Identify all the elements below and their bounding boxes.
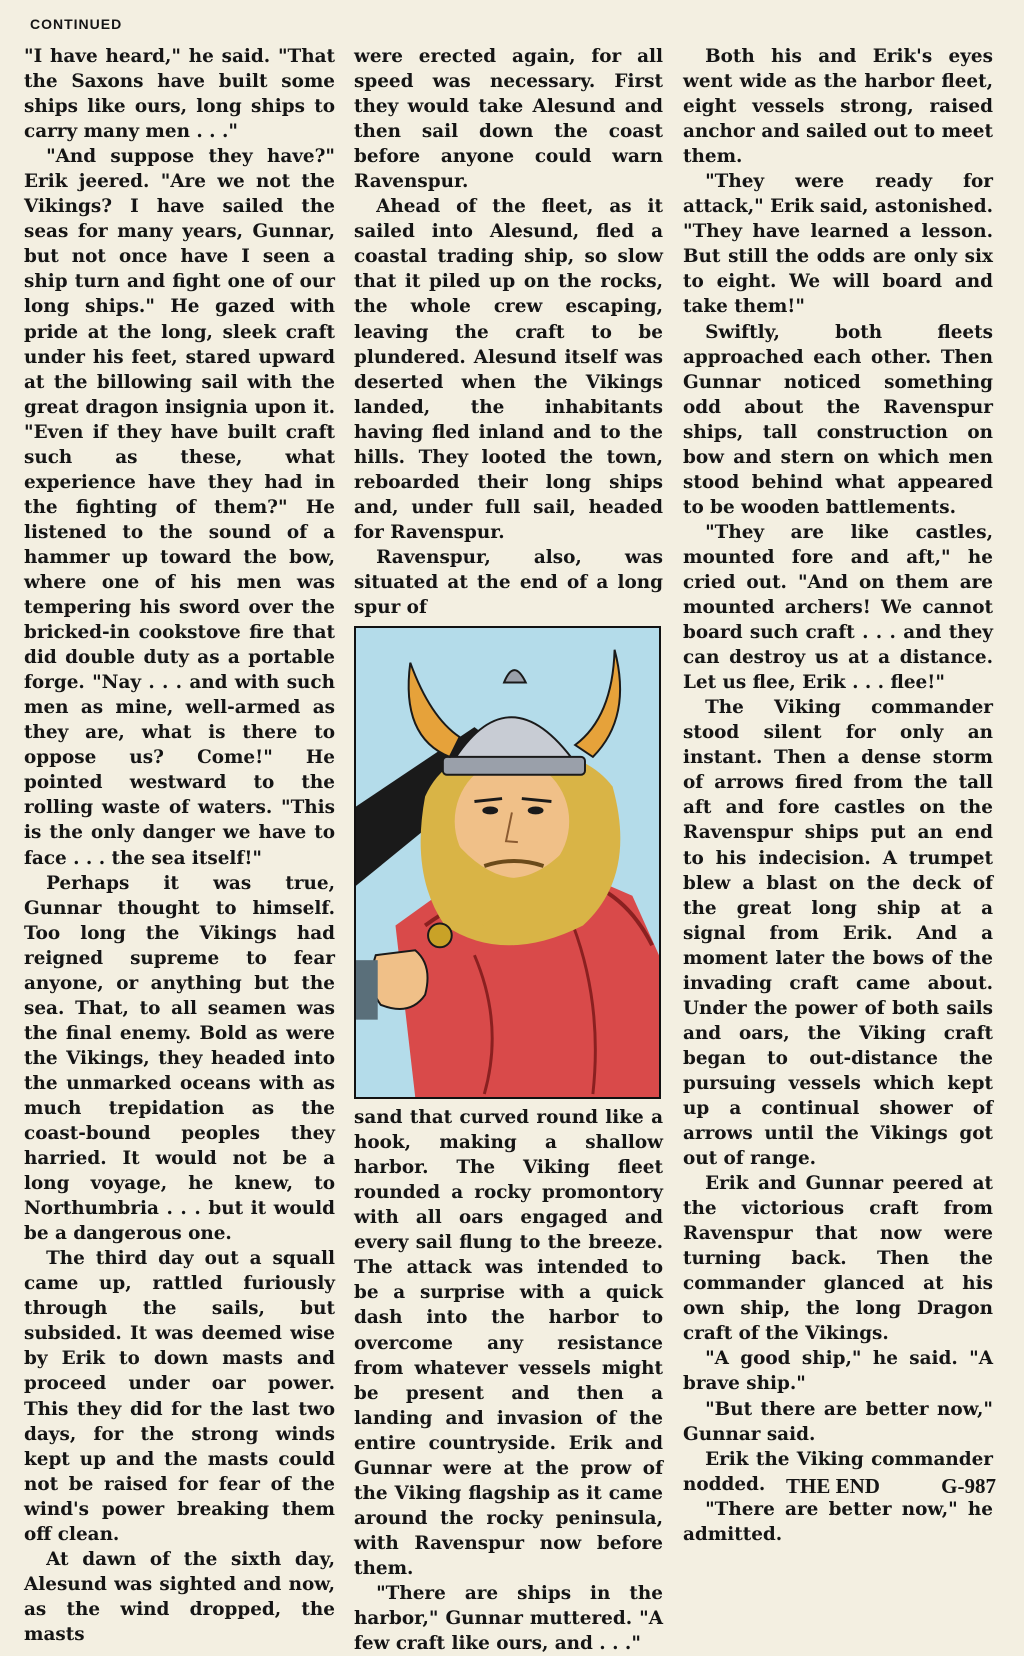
text-column-2 <box>354 44 663 1656</box>
paragraph: Erik the Viking commander nodded. <box>683 1448 993 1495</box>
text-column-3 <box>683 44 993 1547</box>
viking-illustration <box>354 626 661 1099</box>
paragraph: sand that curved round like a hook, making a shallow harbor. The Viking fleet rounded a rocky promontory with all oars engaged and every sail flung to the breeze. The attack was intended to be a surprise with a quick dash into the harbor to overcome any resistance from whatever vessels might be present and then a landing and invasion of the entire countryside. Erik and Gunnar were at the prow of the Viking flagship as it came around the rocky peninsula, with Ravenspur now before them. <box>354 1107 663 1579</box>
paragraph: Ravenspur, also, was situated at the end of a long spur of <box>354 546 663 619</box>
paragraph: Ahead of the fleet, as it sailed into Alesund, fled a coastal trading ship, so slow that it piled up on the rocks, the whole crew escaping, leaving the craft to be plundered. Alesund itself was deserted when the Vikings landed, the inhabitants having fled inland and to the hills. They looted the town, reboarded their long ships and, under full sail, headed for Ravenspur. <box>354 196 663 543</box>
text-column-1 <box>24 44 335 1647</box>
paragraph: At dawn of the sixth day, Alesund was sighted and now, as the wind dropped, the masts <box>24 1548 335 1645</box>
paragraph: Erik and Gunnar peered at the victorious craft from Ravenspur that now were turning back. Then the commander glanced at his own ship, the long Dragon craft of the Vikings. <box>683 1173 993 1345</box>
paragraph: were erected again, for all speed was necessary. First they would take Alesund and then sail down the coast before anyone could warn Ravenspur. <box>354 46 663 193</box>
page-footer <box>786 1474 996 1499</box>
paragraph: Both his and Erik's eyes went wide as the harbor fleet, eight vessels strong, raised anchor and sailed out to meet them. <box>683 46 993 168</box>
paragraph: The Viking commander stood silent for only an instant. Then a dense storm of arrows fired from the tall aft and fore castles on the Ravenspur ships put an end to his indecision. A trumpet blew a blast on the deck of the great long ship at a signal from Erik. And a moment later the bows of the invading craft came about. Under the power of both sails and oars, the Viking craft began to out-distance the pursuing vessels which kept up a continual shower of arrows until the Vikings got out of range. <box>683 697 993 1170</box>
paragraph: "There are better now," he admitted. <box>683 1498 993 1545</box>
paragraph: "But there are better now," Gunnar said. <box>683 1398 993 1445</box>
viking-portrait-icon <box>356 628 659 1097</box>
continued-label: CONTINUED <box>30 16 123 32</box>
paragraph: "They are like castles, mounted fore and aft," he cried out. "And on them are mounted archers! We cannot board such craft . . . and they can destroy us at a distance. Let us flee, Erik . . . flee!" <box>683 521 993 694</box>
page-code: G-987 <box>941 1474 996 1498</box>
paragraph: "I have heard," he said. "That the Saxons have built some ships like ours, long ships to carry many men . . ." <box>24 46 335 143</box>
paragraph: "And suppose they have?" Erik jeered. "Are we not the Vikings? I have sailed the seas for many years, Gunnar, but not once have I seen a ship turn and fight one of our long ships." He gazed with pride at the long, sleek craft under his feet, stared upward at the billowing sail with the great dragon insignia upon it. "Even if they have built craft such as these, what experience have they had in the fighting of them?" He listened to the sound of a hammer up toward the bow, where one of his men was tempering his sword over the bricked-in cookstove fire that did double duty as a portable forge. "Nay . . . and with such men as mine, well-armed as they are, what is there to oppose us? Come!" He pointed westward to the rolling waste of waters. "This is the only danger we have to face . . . the sea itself!" <box>24 146 335 869</box>
paragraph: "A good ship," he said. "A brave ship." <box>683 1348 993 1395</box>
paragraph: The third day out a squall came up, rattled furiously through the sails, but subsided. It was deemed wise by Erik to down masts and proceed under oar power. This they did for the last two days, for the strong winds kept up and the masts could not be raised for fear of the wind's power breaking them off clean. <box>24 1248 335 1545</box>
paragraph: Swiftly, both fleets approached each other. Then Gunnar noticed something odd about the Ravenspur ships, tall construction on bow and stern on which men stood behind what appeared to be wooden battlements. <box>683 321 993 518</box>
the-end-label: THE END <box>786 1474 880 1498</box>
paragraph: "They were ready for attack," Erik said, astonished. "They have learned a lesson. But still the odds are only six to eight. We will board and take them!" <box>683 171 993 318</box>
paragraph: Perhaps it was true, Gunnar thought to himself. Too long the Vikings had reigned supreme to fear anyone, or anything but the sea. That, to all seamen was the final enemy. Bold as were the Vikings, they headed into the unmarked oceans with as much trepidation as the coast-bound peoples they harried. It would not be a long voyage, he knew, to Northumbria . . . but it would be a dangerous one. <box>24 872 335 1245</box>
paragraph: "There are ships in the harbor," Gunnar muttered. "A few craft like ours, and . . ." <box>354 1582 663 1655</box>
